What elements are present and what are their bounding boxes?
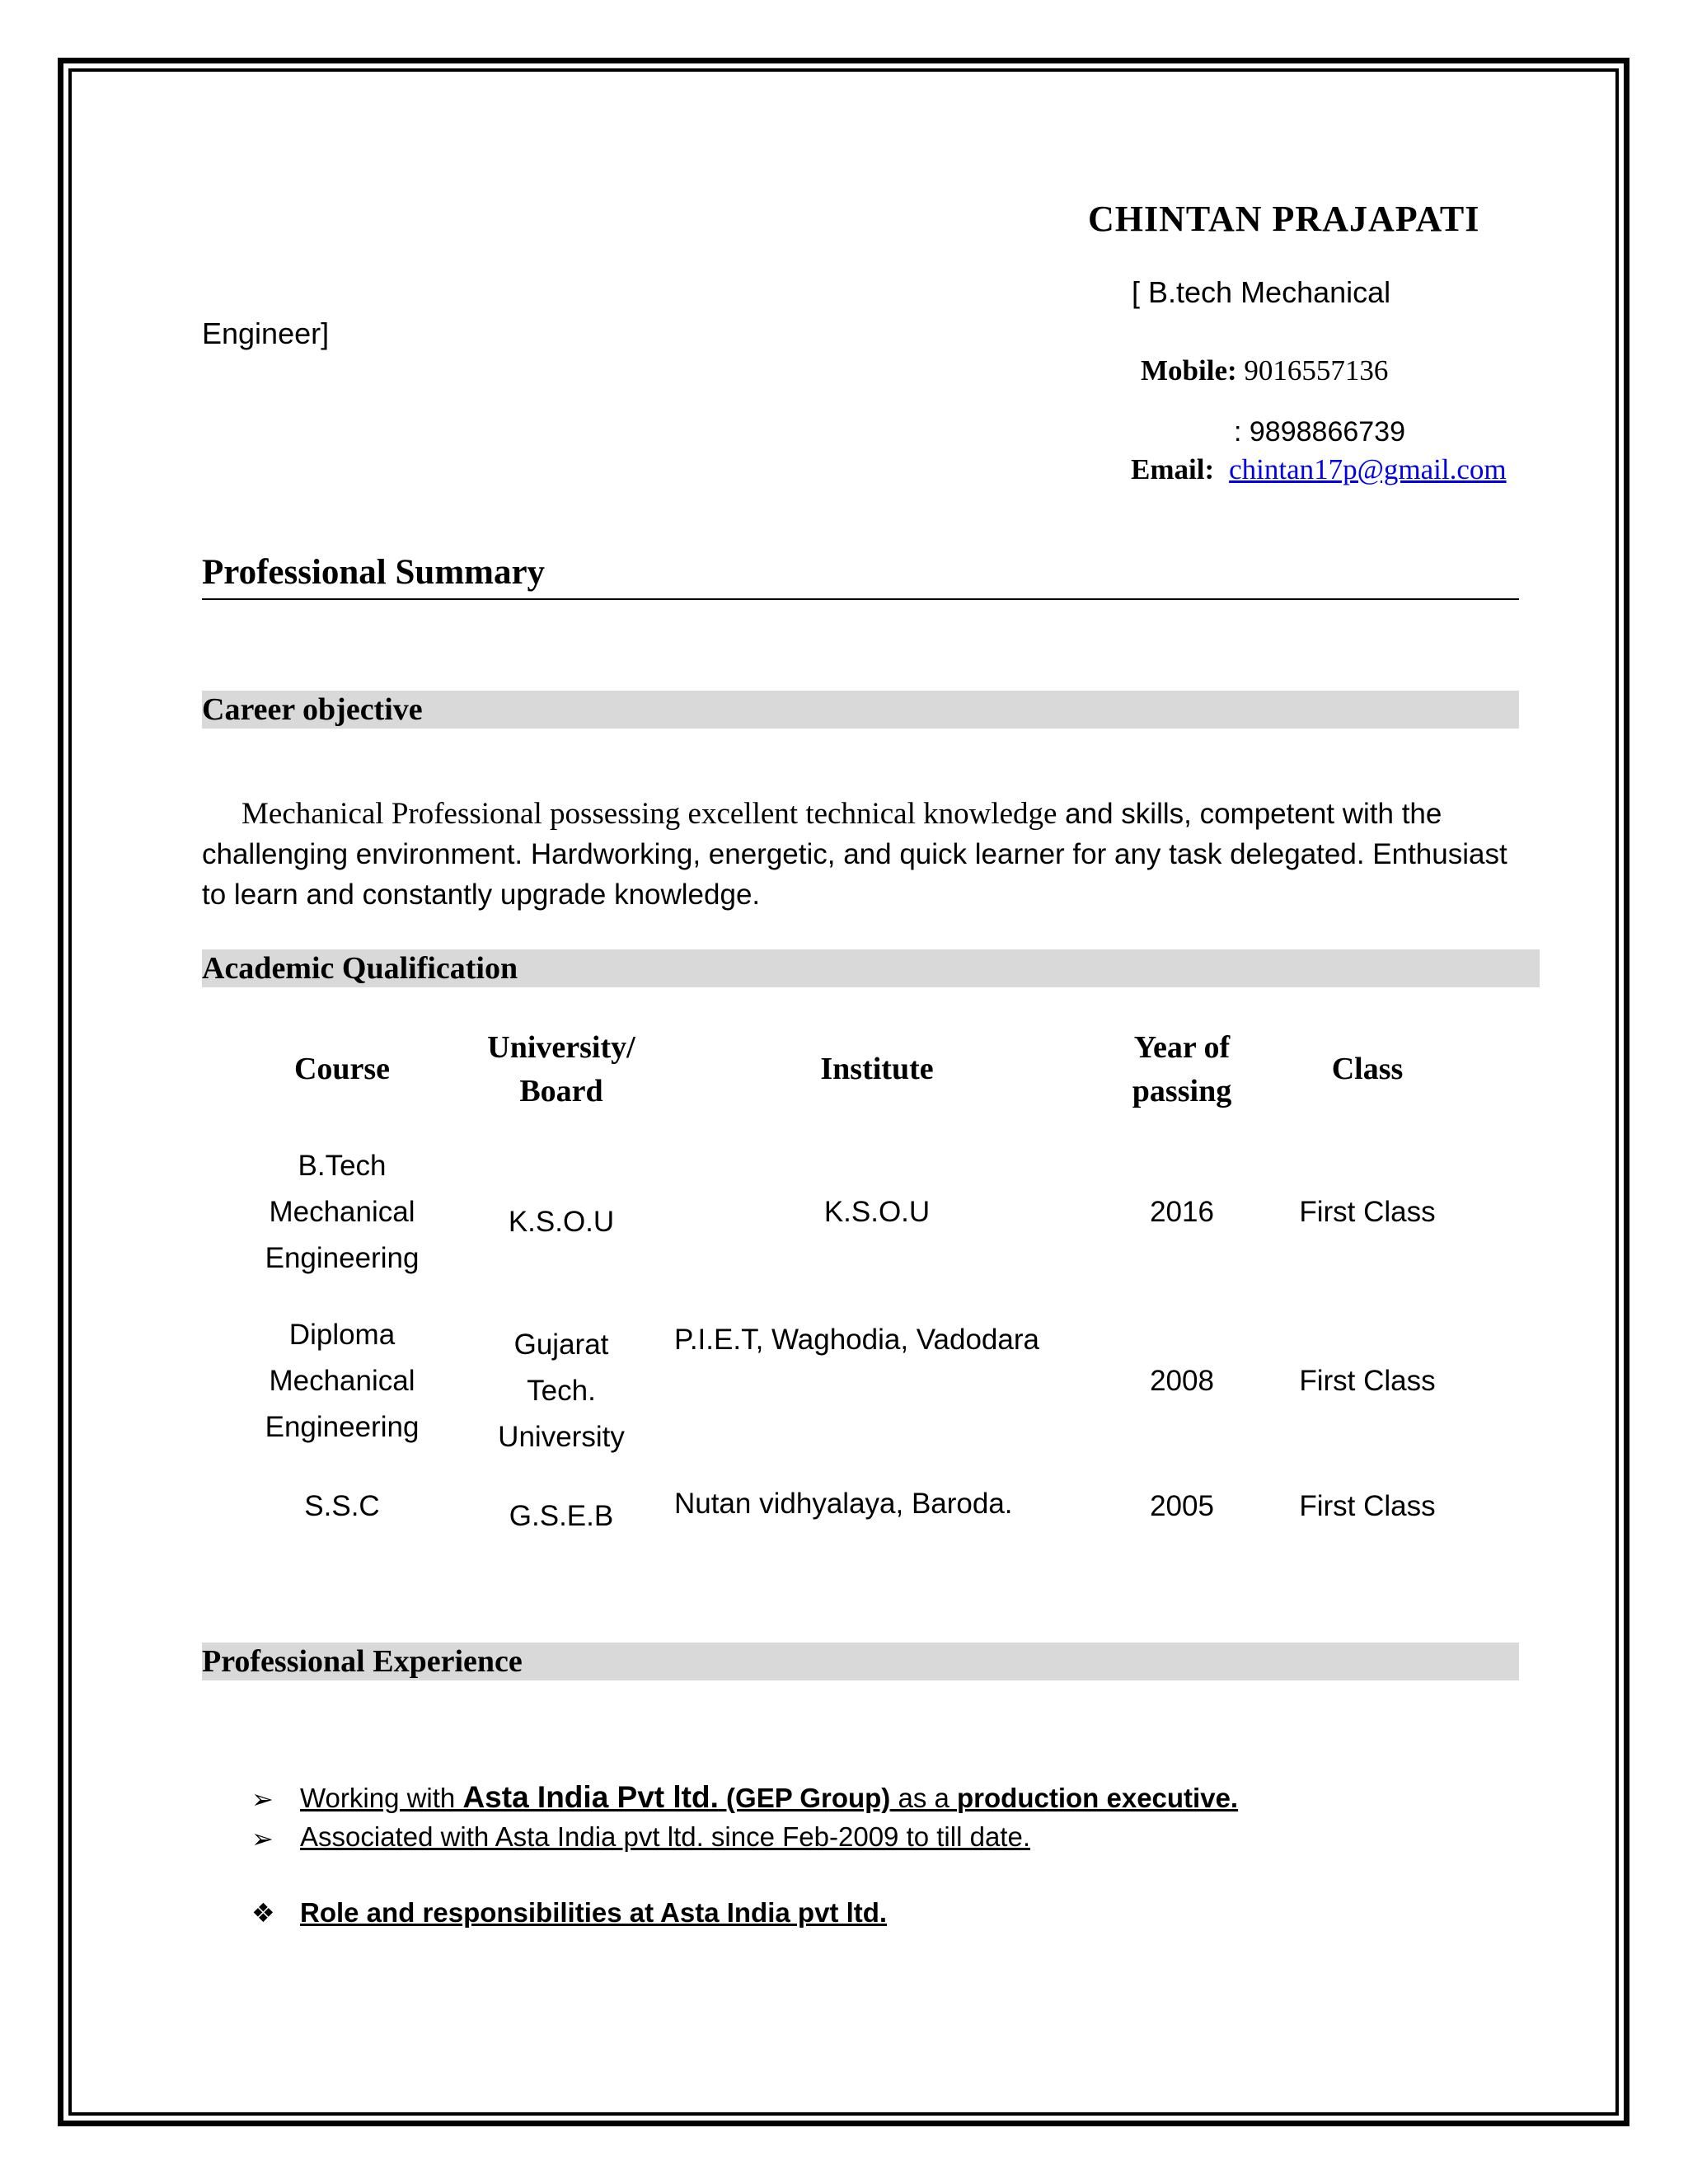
arrow-bullet-icon: ➢ [251,1784,274,1814]
row2-university-3: University [498,1421,625,1453]
row2-year: 2008 [1150,1365,1214,1397]
experience-item-1 [300,1780,1238,1815]
row2-class: First Class [1299,1365,1436,1397]
row2-course-2: Mechanical [269,1365,415,1397]
header-institute: Institute [820,1052,934,1086]
header-university [487,1026,635,1113]
row1-course-2: Mechanical [269,1196,415,1228]
exp1-role: production executive. [957,1783,1239,1813]
degree-line-2: Engineer] [202,316,330,350]
email-label: Email: [1131,453,1215,485]
mobile-number-1: 9016557136 [1244,354,1389,387]
objective-rest: and skills, competent with the challenging environment. Hardworking, energetic, and quick learner for any task delegated. Enthusiast to learn and constantly upgrade knowledge. [202,798,1507,911]
row1-class: First Class [1299,1196,1436,1228]
experience-title: Professional Experience [202,1644,523,1679]
diamond-bullet-icon: ❖ [251,1898,275,1928]
candidate-name: CHINTAN PRAJAPATI [1088,199,1480,239]
role-responsibilities-title: Role and responsibilities at Asta India pvt ltd. [300,1897,888,1928]
header-university-1: University/ [487,1030,635,1065]
objective-lead: Mechanical Professional possessing excellent technical knowledge [241,797,1057,831]
row3-institute: Nutan vidhyalaya, Baroda. [674,1488,1013,1520]
exp1-part-d: as a [890,1783,958,1813]
degree-line-1: [ B.tech Mechanical [1132,275,1391,309]
row2-university [498,1322,625,1460]
row1-university: K.S.O.U [508,1206,615,1238]
row2-course [265,1312,420,1451]
header-class: Class [1331,1052,1404,1086]
row1-institute: K.S.O.U [823,1196,931,1228]
row2-university-1: Gujarat [513,1329,609,1361]
row2-institute: P.I.E.T, Waghodia, Vadodara [674,1324,1039,1356]
email-link[interactable]: chintan17p@gmail.com [1229,453,1507,485]
row1-course [265,1143,420,1282]
experience-item-2: Associated with Asta India pvt ltd. since Feb-2009 to till date. [300,1821,1030,1852]
email-row [1131,453,1507,486]
row1-year: 2016 [1150,1196,1214,1228]
row3-class: First Class [1299,1490,1436,1522]
exp1-group: (GEP Group) [718,1783,891,1813]
row2-course-1: Diploma [288,1319,396,1351]
row2-course-3: Engineering [265,1411,420,1443]
mobile-label: Mobile: [1141,354,1237,387]
row3-course: S.S.C [304,1490,380,1522]
header-year [1132,1026,1231,1113]
row1-course-1: B.Tech [298,1150,387,1182]
professional-summary-title: Professional Summary [202,553,546,592]
career-objective-title: Career objective [202,692,423,727]
header-course: Course [293,1052,391,1086]
row2-university-2: Tech. [527,1375,596,1407]
row3-university: G.S.E.B [509,1500,614,1532]
mobile-row [1141,354,1388,387]
career-objective-text [202,794,1521,915]
header-year-2: passing [1132,1074,1232,1108]
summary-divider [202,598,1519,600]
exp1-part-a: Working with [300,1783,463,1813]
row3-year: 2005 [1150,1490,1214,1522]
header-year-1: Year of [1133,1030,1231,1065]
header-university-2: Board [519,1074,603,1108]
exp1-company: Asta India Pvt ltd. [462,1780,719,1814]
academic-title: Academic Qualification [202,951,518,986]
arrow-bullet-icon: ➢ [251,1824,274,1854]
mobile-number-2: : 9898866739 [1234,416,1405,448]
row1-course-3: Engineering [265,1242,420,1274]
